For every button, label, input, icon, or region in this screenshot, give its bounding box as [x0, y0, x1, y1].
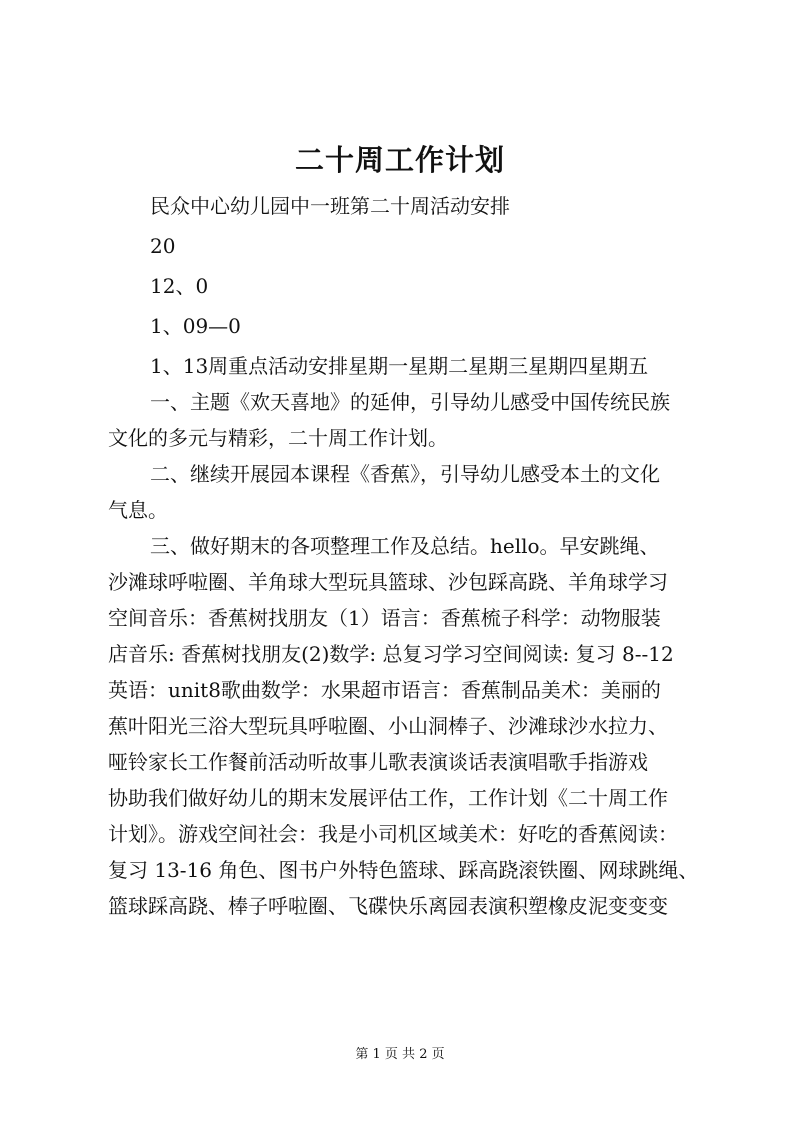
document-body: [108, 188, 704, 924]
paragraph-line-item-3-cont: 复习 13-16 角色、图书户外特色篮球、踩高跷滚铁圈、网球跳绳、: [108, 858, 699, 882]
paragraph-line-year: 20: [150, 234, 176, 258]
page-number-footer: 第 1 页 共 2 页: [355, 1047, 445, 1062]
paragraph-line-month: 12、0: [150, 274, 209, 298]
paragraph-line-item-2: 二、继续开展园本课程《香蕉》，引导幼儿感受本土的文化: [150, 462, 660, 486]
paragraph-line-item-3-cont: 店音乐: 香蕉树找朋友(2)数学: 总复习学习空间阅读: 复习 8--12: [108, 642, 674, 666]
paragraph-line-item-3-cont: 哑铃家长工作餐前活动听故事儿歌表演谈话表演唱歌手指游戏: [108, 750, 648, 774]
paragraph-line-schedule-header: 1、13周重点活动安排星期一星期二星期三星期四星期五: [150, 354, 649, 378]
paragraph-line-item-3-cont: 空间音乐：香蕉树找朋友（1）语言：香蕉梳子科学：动物服装: [108, 606, 661, 630]
paragraph-line-item-3: 三、做好期末的各项整理工作及总结。hello。早安跳绳、: [150, 534, 660, 558]
paragraph-line-item-3-cont: 协助我们做好幼儿的期末发展评估工作，工作计划《二十周工作: [108, 786, 668, 810]
paragraph-line-item-3-cont: 蕉叶阳光三浴大型玩具呼啦圈、小山洞棒子、沙滩球沙水拉力、: [108, 714, 668, 738]
paragraph-line-item-1: 一、主题《欢天喜地》的延伸，引导幼儿感受中国传统民族: [150, 390, 670, 414]
paragraph-line-date-range: 1、09—0: [150, 314, 241, 338]
paragraph-line-item-3-cont: 英语：unit8歌曲数学：水果超市语言：香蕉制品美术：美丽的: [108, 678, 661, 702]
paragraph-line-item-3-cont: 沙滩球呼啦圈、羊角球大型玩具篮球、沙包踩高跷、羊角球学习: [108, 570, 668, 594]
paragraph-line-school: 民众中心幼儿园中一班第二十周活动安排: [150, 194, 510, 218]
paragraph-line-item-1-cont: 文化的多元与精彩，二十周工作计划。: [108, 426, 448, 450]
page-title: 二十周工作计划: [294, 143, 505, 177]
paragraph-line-item-3-cont: 计划》。游戏空间社会：我是小司机区域美术：好吃的香蕉阅读：: [108, 822, 678, 846]
paragraph-line-item-3-cont: 篮球踩高跷、棒子呼啦圈、飞碟快乐离园表演积塑橡皮泥变变变: [108, 894, 668, 918]
paragraph-line-item-2-cont: 气息。: [108, 498, 168, 522]
